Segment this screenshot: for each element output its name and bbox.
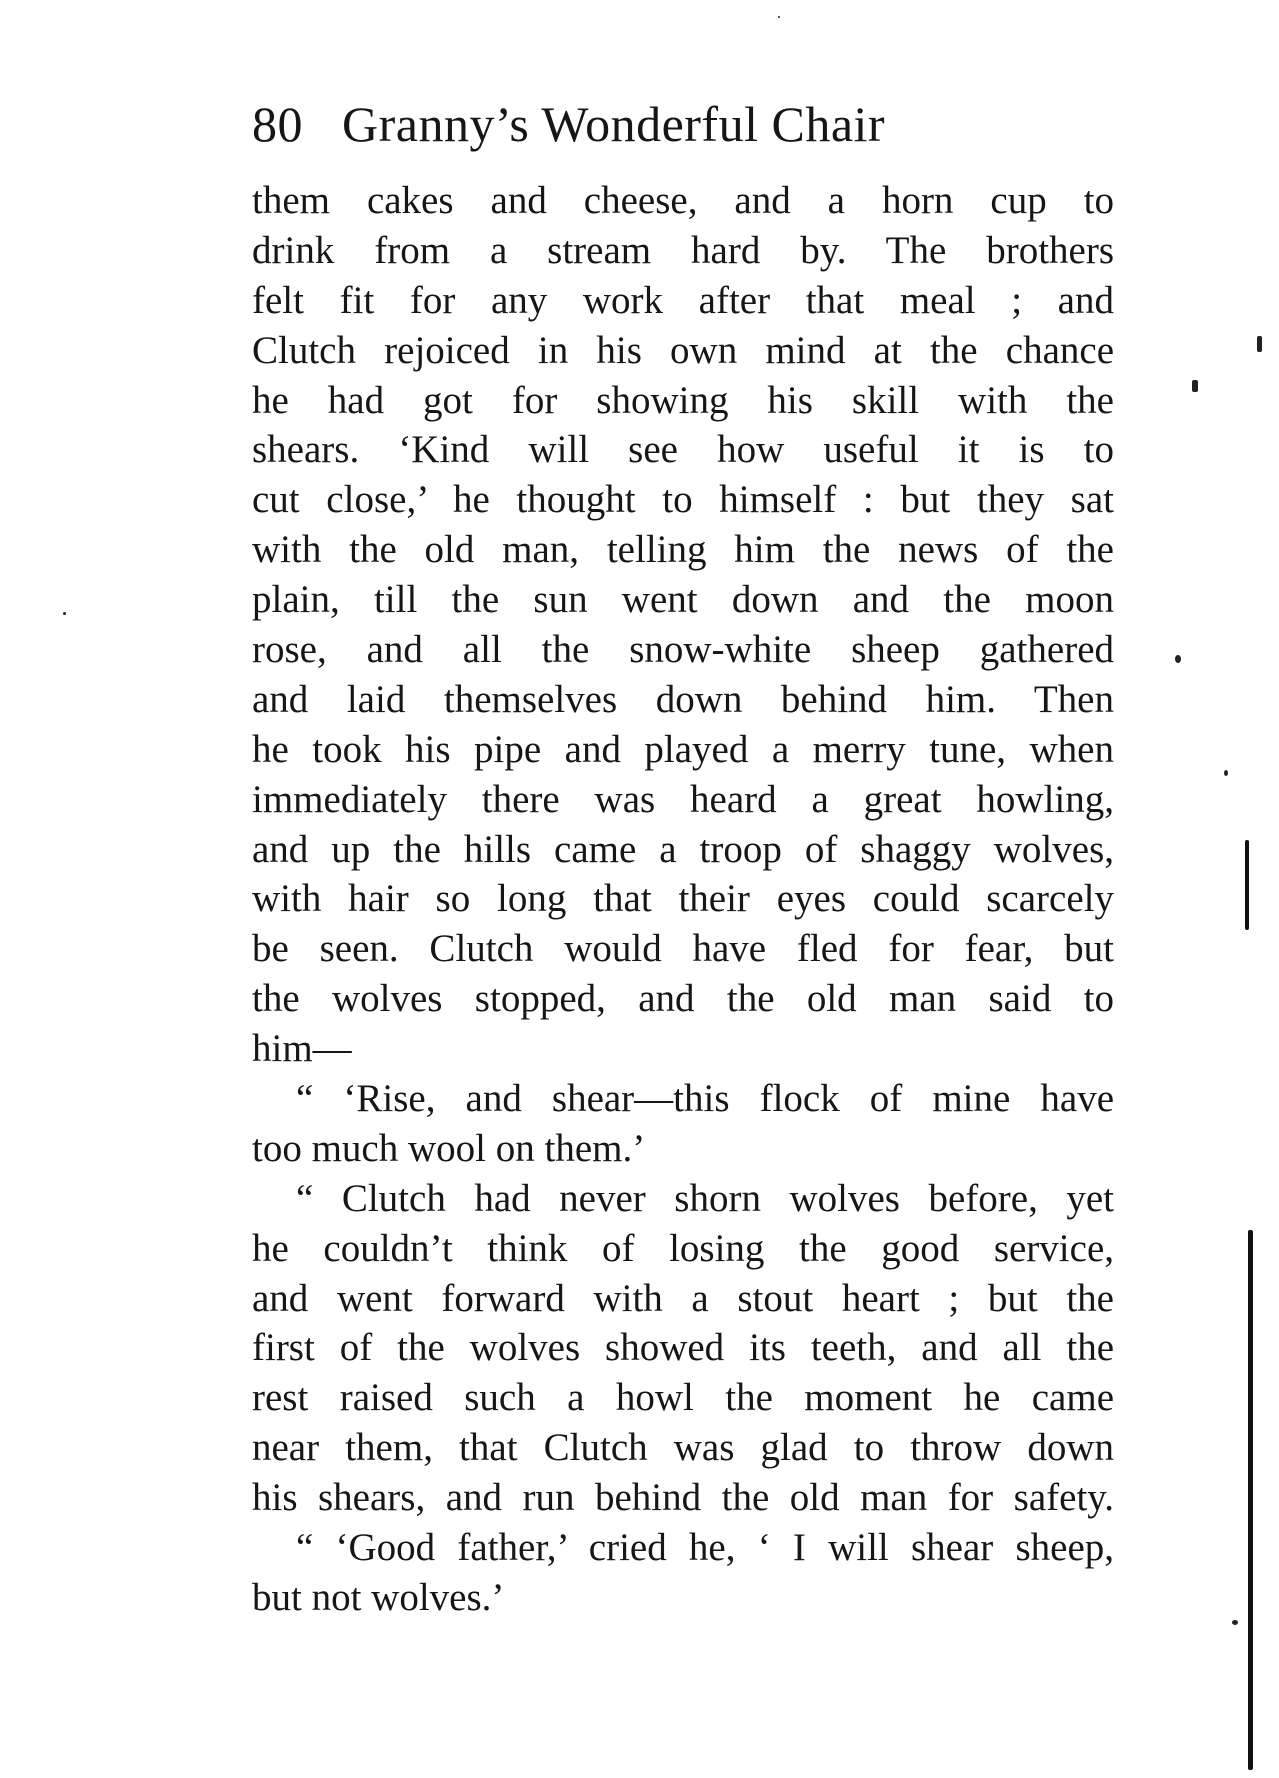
scan-edge-mark: [1245, 840, 1249, 930]
scan-speck: [778, 16, 780, 18]
text-line: but not wolves.’: [252, 1575, 505, 1619]
text-line: he took his pipe and played a merry tune, when: [252, 727, 1114, 771]
text-line: cut close,’ he thought to himself : but they sat: [252, 478, 1114, 522]
text-line: immediately there was heard a great howling,: [252, 777, 1114, 821]
scan-speck: [1257, 336, 1262, 352]
text-line: him—: [252, 1027, 352, 1071]
text-line: felt fit for any work after that meal ; and: [252, 278, 1114, 322]
scan-speck: [1175, 655, 1181, 663]
text-line: and went forward with a stout heart ; but the: [252, 1276, 1114, 1320]
text-line: too much wool on them.’: [252, 1126, 646, 1170]
text-line: and up the hills came a troop of shaggy wolves,: [252, 827, 1114, 871]
text-line: drink from a stream hard by. The brothers: [252, 228, 1114, 272]
text-line: shears. ‘Kind will see how useful it is to: [252, 428, 1114, 472]
scan-speck: [63, 612, 66, 615]
text-line: his shears, and run behind the old man for safety.: [252, 1476, 1114, 1520]
text-line: and laid themselves down behind him. Then: [252, 677, 1114, 721]
text-line: with hair so long that their eyes could scarcely: [252, 877, 1114, 921]
text-line: near them, that Clutch was glad to throw down: [252, 1426, 1114, 1470]
text-line: rest raised such a howl the moment he came: [252, 1376, 1114, 1420]
page-header: [252, 88, 1132, 160]
page-number: 80: [252, 96, 303, 152]
text-line: plain, till the sun went down and the moon: [252, 578, 1114, 622]
body-text: [252, 176, 1114, 1623]
text-line: Clutch rejoiced in his own mind at the chance: [252, 328, 1114, 372]
text-line: he couldn’t think of losing the good service,: [252, 1226, 1114, 1270]
scan-speck: [1232, 1620, 1238, 1625]
text-line: “ ‘Rise, and shear—this flock of mine have: [296, 1077, 1114, 1121]
text-line: he had got for showing his skill with the: [252, 378, 1114, 422]
text-line: them cakes and cheese, and a horn cup to: [252, 179, 1114, 222]
running-title: Granny’s Wonderful Chair: [342, 96, 886, 152]
text-line: with the old man, telling him the news of the: [252, 528, 1114, 572]
text-line: the wolves stopped, and the old man said to: [252, 977, 1114, 1021]
text-line: first of the wolves showed its teeth, and all the: [252, 1326, 1114, 1370]
text-line: rose, and all the snow-white sheep gathered: [252, 628, 1114, 672]
text-line: “ Clutch had never shorn wolves before, yet: [296, 1176, 1114, 1220]
scan-edge-mark: [1248, 1230, 1253, 1770]
scan-speck: [1224, 770, 1228, 776]
text-line: be seen. Clutch would have fled for fear, but: [252, 927, 1114, 971]
text-line: “ ‘Good father,’ cried he, ‘ I will shear sheep,: [296, 1526, 1114, 1570]
scan-speck: [1192, 380, 1198, 392]
